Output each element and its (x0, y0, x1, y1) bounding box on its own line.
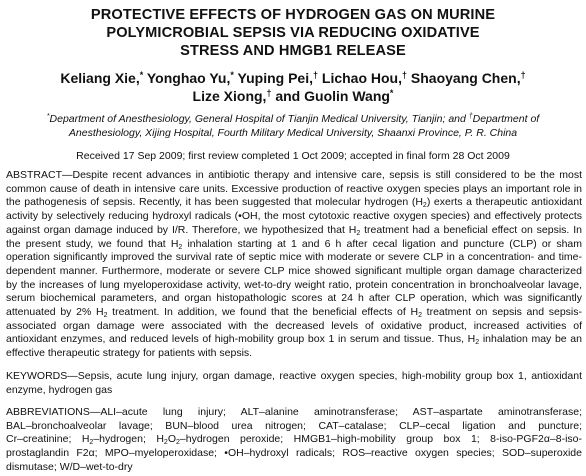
abstract (6, 169, 582, 361)
subscript: 2 (475, 339, 480, 347)
text-run: –hydrogen; H (93, 433, 164, 446)
superscript-mark: † (402, 70, 408, 80)
text-run: against organ damage induced by I/R. Therefore, we hypothesized that H (6, 223, 357, 236)
received-dates: Received 17 Sep 2009; first review completed 1 Oct 2009; accepted in final form 28 Oct 2009 (76, 150, 510, 162)
text-run: by the increases of lung myeloperoxidase activity, wet-to-dry weight ratio, protein concentration in bronchoalveolar lavage, (6, 278, 582, 291)
subscript: 2 (176, 439, 180, 447)
paper-title (0, 6, 586, 60)
text-run: Lize Xiong, (192, 88, 267, 104)
abstract-line (6, 183, 582, 197)
title-line: POLYMICROBIAL SEPSIS VIA REDUCING OXIDATIVE (106, 25, 480, 41)
abstract-line (6, 320, 582, 334)
superscript-mark: * (389, 88, 394, 98)
text-run: dismutase; W/D–wet-to-dry (6, 460, 133, 473)
abstract-line (6, 251, 582, 265)
text-run: activity by selectively reducing hydroxyl radicals (•OH, the most cytotoxic reactive oxygen species) and effectively protects (6, 210, 582, 223)
abbreviations-line (6, 447, 582, 461)
abstract-line (6, 265, 582, 279)
subscript: 2 (89, 439, 94, 447)
abbreviations-line (6, 461, 582, 475)
text-run: –hydrogen peroxide; HMGB1–high-mobility group box 1; 8-iso-PGF2α–8-iso- (179, 433, 583, 446)
keywords-line (6, 370, 582, 384)
superscript-mark: † (520, 70, 526, 80)
subscript: 2 (356, 229, 361, 237)
abstract-line (6, 306, 582, 320)
subscript: 2 (103, 312, 108, 320)
author-line (0, 87, 586, 105)
title-line: PROTECTIVE EFFECTS OF HYDROGEN GAS ON MURINE (90, 7, 496, 23)
text-run: BAL–bronchoalveolar lavage; BUN–blood urea nitrogen; CAT–catalase; CLP–cecal ligation and puncture; (6, 419, 582, 432)
author-list (0, 69, 586, 105)
text-run: prostaglandin F2α; MPO–myeloperoxidase; •OH–hydroxyl radicals; ROS–reactive oxygen species; SOD–superoxide (6, 447, 582, 460)
text-run: treatment on sepsis and sepsis- (421, 306, 582, 319)
text-run: treatment. In addition, we found that the beneficial effects of H (107, 306, 419, 319)
text-run: inhalation may be an (479, 333, 582, 346)
text-run: ABBREVIATIONS—ALI–acute lung injury; ALT–alanine aminotransferase; AST–aspartate aminotransferase; (6, 406, 582, 418)
text-run: treatment had a beneficial effect on sepsis. In (360, 223, 582, 236)
text-run: Department of Anesthesiology, General Hospital of Tianjin Medical University, Tianjin; and (49, 113, 469, 125)
text-run: attenuated by 2% H (6, 306, 104, 319)
affiliations (0, 112, 586, 140)
text-run: O (167, 433, 176, 446)
text-run: Yonghao Yu, (143, 70, 231, 86)
subscript: 2 (163, 439, 168, 447)
subscript: 2 (422, 202, 427, 210)
text-run: serum biochemical parameters, and organ histopathologic scores at 24 h after CLP operation, which was significantly (6, 292, 582, 305)
superscript-mark: * (230, 70, 234, 80)
text-run: antioxidant enzymes, and reduced levels of high-mobility group box 1 in serum and tissue. Thus, H (6, 333, 476, 346)
superscript-mark: † (468, 113, 473, 120)
keywords-line (6, 384, 582, 398)
abstract-line (6, 238, 582, 252)
subscript: 2 (178, 243, 183, 251)
text-run: common cause of death in intensive care units. Excessive production of reactive oxygen species plays an important role in (6, 182, 582, 195)
text-run: dependent manner. Furthermore, moderate or severe CLP mice showed significant multiple organ damage characterized (6, 264, 582, 277)
affiliation-line (0, 112, 586, 126)
text-run: the present study, we found that H (6, 237, 179, 250)
abstract-line (6, 333, 582, 347)
abstract-line (6, 210, 582, 224)
title-line: STRESS AND HMGB1 RELEASE (180, 43, 406, 59)
abstract-line (6, 347, 582, 361)
abbreviations-line (6, 406, 582, 420)
text-run: associated organ damage were associated with the decreased levels of oxidative product, increased activities of (6, 319, 582, 332)
abstract-line (6, 279, 582, 293)
abstract-line (6, 169, 582, 183)
text-run: ABSTRACT—Despite recent advances in antibiotic therapy and intensive care, sepsis is still considered to be the most (6, 169, 582, 181)
text-run: Cr–creatinine; H (6, 433, 90, 446)
text-run: Keliang Xie, (60, 70, 140, 86)
abbreviations-line (6, 433, 582, 447)
text-run: operation significantly improved the survival rate of septic mice with moderate or severe CLP in a concentration- and time- (6, 251, 582, 264)
text-run: Anesthesiology, Xijing Hospital, Fourth Military Medical University, Shaanxi Province, P. R. China (68, 127, 518, 139)
text-run: Department of (472, 113, 540, 125)
text-run: KEYWORDS—Sepsis, acute lung injury, organ damage, reactive oxygen species, high-mobility group box 1, antioxidant (6, 370, 582, 382)
text-run: Shaoyang Chen, (407, 70, 521, 86)
text-run: and Guolin Wang (271, 88, 390, 104)
superscript-mark: * (46, 113, 50, 120)
text-run: enzyme, hydrogen gas (6, 383, 113, 396)
text-run: effective therapeutic strategy for patients with sepsis. (6, 347, 253, 360)
superscript-mark: † (266, 88, 272, 98)
text-run: ) exerts a therapeutic antioxidant (426, 196, 582, 209)
text-run: Lichao Hou, (318, 70, 402, 86)
text-run: the pathogenesis of sepsis. Recently, it has been suggested that molecular hydrogen (H (6, 196, 423, 209)
abbreviations (6, 406, 582, 475)
abstract-line (6, 224, 582, 238)
abbreviations-line (6, 420, 582, 434)
abstract-line (6, 292, 582, 306)
text-run: Yuping Pei, (233, 70, 313, 86)
keywords (6, 370, 582, 397)
abstract-line (6, 196, 582, 210)
superscript-mark: * (139, 70, 144, 80)
superscript-mark: † (312, 70, 318, 80)
subscript: 2 (418, 312, 422, 320)
text-run: inhalation starting at 1 and 6 h after cecal ligation and puncture (CLP) or sham (182, 237, 582, 250)
affiliation-line (0, 126, 586, 140)
author-line (0, 69, 586, 87)
